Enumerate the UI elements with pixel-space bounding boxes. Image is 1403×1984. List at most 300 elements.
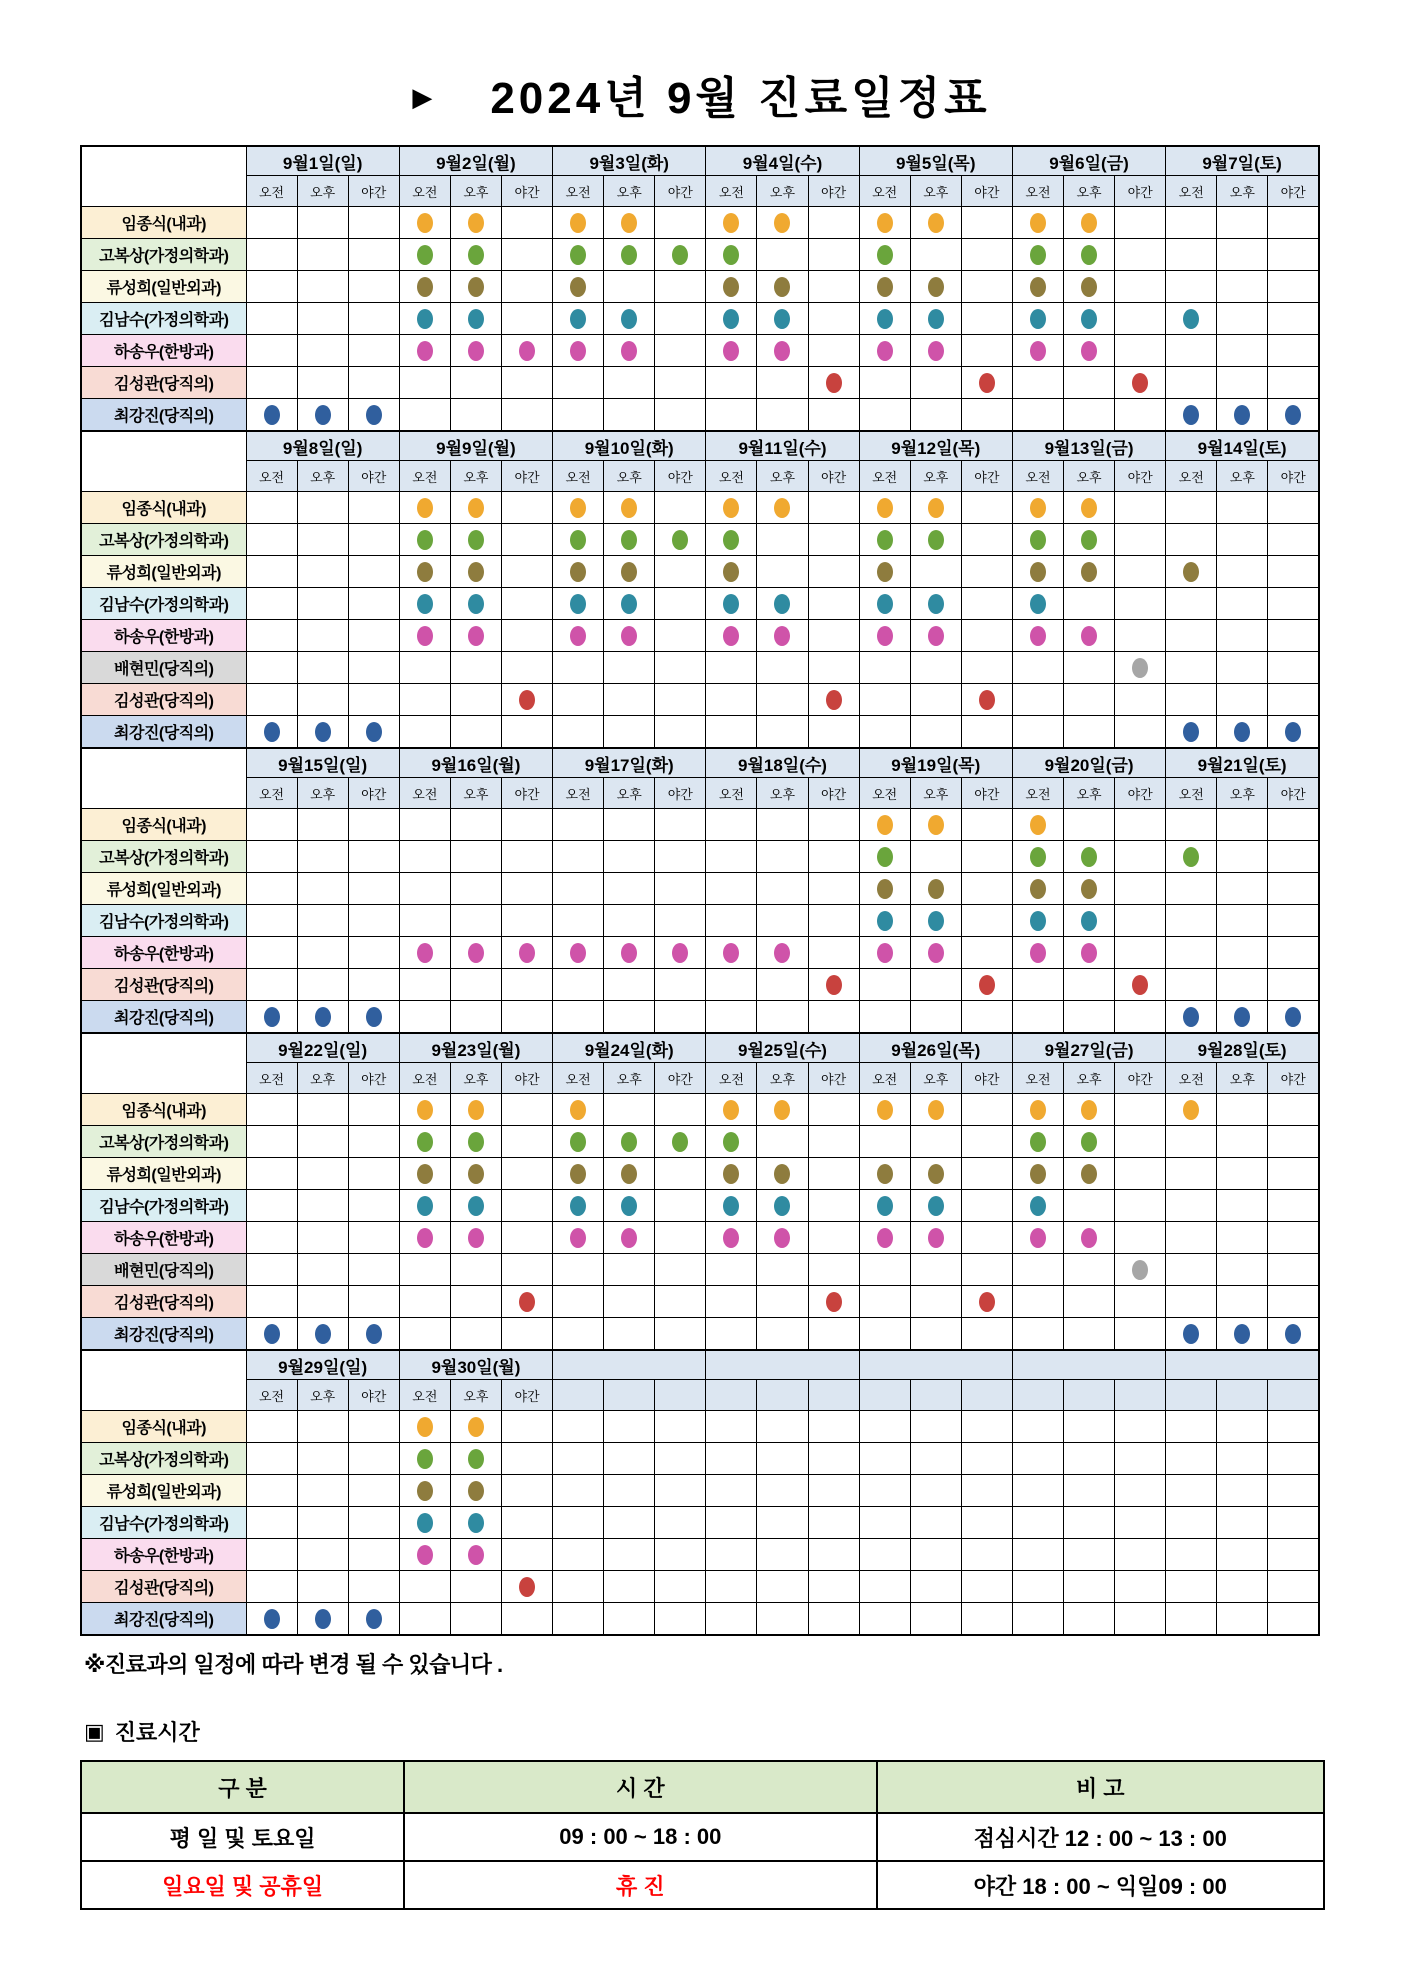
schedule-cell (1115, 271, 1166, 303)
session-header: 오후 (1064, 176, 1115, 207)
schedule-cell (297, 652, 348, 684)
schedule-cell (450, 207, 501, 239)
availability-dot (1081, 911, 1097, 931)
doctor-label: 류성희(일반외과) (81, 1475, 246, 1507)
availability-dot (417, 1513, 433, 1533)
schedule-cell (961, 1286, 1012, 1318)
session-header: 오전 (399, 1380, 450, 1411)
session-header (1268, 1380, 1319, 1411)
session-header: 야간 (808, 778, 859, 809)
session-header: 야간 (348, 778, 399, 809)
schedule-cell (1012, 367, 1063, 399)
availability-dot (877, 309, 893, 329)
schedule-cell (655, 492, 706, 524)
schedule-cell (859, 1094, 910, 1126)
schedule-cell (348, 367, 399, 399)
schedule-cell (348, 1094, 399, 1126)
availability-dot (928, 498, 944, 518)
schedule-cell (1166, 1475, 1217, 1507)
hours-row-weekday (81, 1813, 1324, 1861)
schedule-cell (655, 841, 706, 873)
schedule-cell (1166, 1318, 1217, 1351)
availability-dot (264, 1609, 280, 1629)
session-header: 야간 (501, 1380, 552, 1411)
schedule-cell (246, 524, 297, 556)
doctor-label: 하송우(한방과) (81, 937, 246, 969)
schedule-cell (553, 1126, 604, 1158)
session-header (1166, 1380, 1217, 1411)
availability-dot (774, 309, 790, 329)
availability-dot (928, 1100, 944, 1120)
session-header: 야간 (1268, 461, 1319, 492)
schedule-cell (1166, 367, 1217, 399)
schedule-cell (706, 809, 757, 841)
schedule-cell (961, 1254, 1012, 1286)
schedule-cell (655, 684, 706, 716)
session-header (1115, 1380, 1166, 1411)
availability-dot (723, 530, 739, 550)
schedule-cell (501, 1411, 552, 1443)
doctor-row (81, 684, 1319, 716)
schedule-cell (808, 1222, 859, 1254)
schedule-cell (910, 1286, 961, 1318)
schedule-cell (910, 1539, 961, 1571)
schedule-table (80, 145, 1320, 1636)
availability-dot (1030, 847, 1046, 867)
schedule-cell (706, 716, 757, 749)
availability-dot (723, 626, 739, 646)
schedule-cell (757, 620, 808, 652)
schedule-cell (757, 1126, 808, 1158)
doctor-label: 하송우(한방과) (81, 335, 246, 367)
session-header: 야간 (348, 461, 399, 492)
schedule-cell (1268, 556, 1319, 588)
schedule-cell (757, 367, 808, 399)
schedule-cell (1115, 620, 1166, 652)
session-header: 야간 (961, 176, 1012, 207)
schedule-cell (604, 1318, 655, 1351)
schedule-cell (859, 1190, 910, 1222)
session-header: 오전 (1166, 778, 1217, 809)
availability-dot (1030, 815, 1046, 835)
schedule-cell (297, 588, 348, 620)
schedule-cell (246, 271, 297, 303)
schedule-cell (604, 684, 655, 716)
schedule-cell (1166, 1126, 1217, 1158)
schedule-cell (553, 399, 604, 432)
doctor-label: 임종식(내과) (81, 809, 246, 841)
doctor-label: 고복상(가정의학과) (81, 1443, 246, 1475)
schedule-cell (1268, 684, 1319, 716)
schedule-cell (961, 620, 1012, 652)
schedule-cell (808, 271, 859, 303)
schedule-cell (808, 809, 859, 841)
schedule-cell (859, 873, 910, 905)
schedule-cell (808, 841, 859, 873)
schedule-cell (604, 1222, 655, 1254)
schedule-cell (859, 809, 910, 841)
schedule-cell (1166, 841, 1217, 873)
schedule-cell (297, 524, 348, 556)
availability-dot (1081, 309, 1097, 329)
availability-dot (570, 626, 586, 646)
week-date-row (81, 431, 1319, 461)
availability-dot (468, 1545, 484, 1565)
schedule-cell (1268, 841, 1319, 873)
schedule-cell (961, 1094, 1012, 1126)
schedule-cell (399, 1603, 450, 1636)
schedule-cell (501, 1603, 552, 1636)
schedule-cell (961, 207, 1012, 239)
date-header: 9월19일(목) (859, 748, 1012, 778)
schedule-cell (1166, 1571, 1217, 1603)
schedule-cell (501, 1158, 552, 1190)
schedule-cell (1268, 873, 1319, 905)
session-header: 야간 (1115, 176, 1166, 207)
schedule-cell (910, 1001, 961, 1034)
session-header: 야간 (501, 1063, 552, 1094)
schedule-cell (246, 588, 297, 620)
schedule-cell (604, 1507, 655, 1539)
schedule-cell (1115, 969, 1166, 1001)
schedule-cell (859, 1571, 910, 1603)
date-header: 9월9일(월) (399, 431, 552, 461)
availability-dot (723, 562, 739, 582)
schedule-cell (961, 303, 1012, 335)
schedule-cell (1012, 1254, 1063, 1286)
session-header: 오후 (1217, 461, 1268, 492)
date-header: 9월11일(수) (706, 431, 859, 461)
schedule-cell (1217, 684, 1268, 716)
schedule-cell (961, 239, 1012, 271)
schedule-cell (1268, 1475, 1319, 1507)
schedule-cell (1166, 1443, 1217, 1475)
schedule-cell (348, 1254, 399, 1286)
session-header: 오후 (910, 176, 961, 207)
availability-dot (877, 879, 893, 899)
schedule-cell (1268, 716, 1319, 749)
schedule-cell (1268, 1126, 1319, 1158)
schedule-cell (348, 1286, 399, 1318)
availability-dot (928, 309, 944, 329)
schedule-cell (604, 1126, 655, 1158)
availability-dot (928, 879, 944, 899)
schedule-cell (1217, 1254, 1268, 1286)
schedule-cell (1115, 335, 1166, 367)
schedule-cell (1115, 1126, 1166, 1158)
availability-dot (468, 1417, 484, 1437)
schedule-cell (655, 1001, 706, 1034)
schedule-cell (859, 207, 910, 239)
doctor-label: 김남수(가정의학과) (81, 303, 246, 335)
schedule-cell (910, 937, 961, 969)
schedule-cell (450, 1126, 501, 1158)
schedule-cell (297, 556, 348, 588)
schedule-cell (1166, 239, 1217, 271)
schedule-cell (706, 1443, 757, 1475)
session-header: 오후 (757, 1063, 808, 1094)
availability-dot (723, 1196, 739, 1216)
schedule-cell (1217, 1571, 1268, 1603)
schedule-cell (757, 1094, 808, 1126)
schedule-cell (246, 1571, 297, 1603)
availability-dot (468, 943, 484, 963)
date-header: 9월2일(월) (399, 146, 552, 176)
schedule-cell (706, 207, 757, 239)
session-header: 오전 (706, 1063, 757, 1094)
schedule-cell (1217, 873, 1268, 905)
schedule-cell (604, 367, 655, 399)
availability-dot (877, 911, 893, 931)
date-header: 9월30일(월) (399, 1350, 552, 1380)
availability-dot (1183, 405, 1199, 425)
schedule-cell (348, 1190, 399, 1222)
schedule-cell (450, 492, 501, 524)
schedule-cell (910, 1443, 961, 1475)
schedule-cell (348, 1001, 399, 1034)
schedule-cell (706, 1603, 757, 1636)
schedule-cell (910, 303, 961, 335)
availability-dot (1081, 847, 1097, 867)
availability-dot (519, 690, 535, 710)
schedule-cell (859, 367, 910, 399)
doctor-label: 최강진(당직의) (81, 399, 246, 432)
schedule-cell (1064, 367, 1115, 399)
schedule-cell (961, 1443, 1012, 1475)
schedule-cell (399, 1286, 450, 1318)
schedule-cell (501, 367, 552, 399)
schedule-cell (1064, 1443, 1115, 1475)
schedule-cell (604, 1539, 655, 1571)
schedule-cell (961, 492, 1012, 524)
schedule-cell (757, 1603, 808, 1636)
availability-dot (1183, 1324, 1199, 1344)
schedule-cell (450, 1507, 501, 1539)
schedule-cell (604, 716, 655, 749)
schedule-cell (553, 620, 604, 652)
schedule-cell (553, 367, 604, 399)
session-header: 오후 (757, 176, 808, 207)
session-header: 야간 (1268, 1063, 1319, 1094)
week-date-row (81, 1350, 1319, 1380)
session-header-row (81, 176, 1319, 207)
schedule-cell (348, 1507, 399, 1539)
schedule-cell (1012, 588, 1063, 620)
schedule-cell (399, 399, 450, 432)
schedule-cell (859, 271, 910, 303)
schedule-cell (246, 1158, 297, 1190)
availability-dot (1030, 245, 1046, 265)
schedule-cell (808, 1443, 859, 1475)
schedule-cell (859, 969, 910, 1001)
schedule-cell (553, 684, 604, 716)
schedule-cell (450, 1190, 501, 1222)
schedule-cell (1064, 1001, 1115, 1034)
doctor-row (81, 271, 1319, 303)
schedule-cell (1012, 873, 1063, 905)
schedule-cell (1268, 1603, 1319, 1636)
schedule-cell (910, 271, 961, 303)
schedule-cell (706, 1571, 757, 1603)
schedule-cell (1166, 399, 1217, 432)
schedule-cell (1064, 399, 1115, 432)
schedule-cell (399, 303, 450, 335)
availability-dot (621, 1196, 637, 1216)
availability-dot (928, 1164, 944, 1184)
schedule-cell (450, 684, 501, 716)
availability-dot (264, 722, 280, 742)
schedule-cell (757, 841, 808, 873)
schedule-cell (961, 809, 1012, 841)
schedule-cell (1268, 1443, 1319, 1475)
availability-dot (570, 309, 586, 329)
schedule-cell (859, 588, 910, 620)
session-header: 오전 (1012, 1063, 1063, 1094)
availability-dot (1081, 530, 1097, 550)
availability-dot (877, 213, 893, 233)
schedule-cell (246, 1318, 297, 1351)
schedule-cell (1012, 1475, 1063, 1507)
schedule-cell (604, 969, 655, 1001)
schedule-cell (655, 1571, 706, 1603)
doctor-label: 최강진(당직의) (81, 1318, 246, 1351)
schedule-cell (859, 1286, 910, 1318)
schedule-cell (1115, 303, 1166, 335)
hours-header-sigan: 시 간 (404, 1761, 876, 1813)
schedule-cell (348, 399, 399, 432)
hours-header-gubun: 구 분 (81, 1761, 404, 1813)
availability-dot (468, 594, 484, 614)
schedule-cell (553, 716, 604, 749)
availability-dot (417, 1417, 433, 1437)
schedule-cell (655, 1286, 706, 1318)
session-header: 오전 (246, 1063, 297, 1094)
availability-dot (1081, 1132, 1097, 1152)
availability-dot (1132, 1260, 1148, 1280)
schedule-cell (1115, 905, 1166, 937)
schedule-cell (655, 303, 706, 335)
schedule-cell (1268, 809, 1319, 841)
schedule-cell (399, 905, 450, 937)
schedule-cell (297, 492, 348, 524)
schedule-cell (604, 1443, 655, 1475)
schedule-cell (1064, 809, 1115, 841)
schedule-cell (1115, 399, 1166, 432)
schedule-cell (961, 1126, 1012, 1158)
schedule-cell (246, 1443, 297, 1475)
availability-dot (979, 690, 995, 710)
schedule-cell (501, 684, 552, 716)
schedule-cell (757, 1539, 808, 1571)
availability-dot (417, 498, 433, 518)
availability-dot (417, 1132, 433, 1152)
session-header: 오후 (757, 461, 808, 492)
schedule-cell (859, 303, 910, 335)
availability-dot (570, 1228, 586, 1248)
schedule-cell (961, 399, 1012, 432)
schedule-cell (1217, 716, 1268, 749)
schedule-cell (1166, 1603, 1217, 1636)
schedule-cell (1166, 1190, 1217, 1222)
schedule-cell (450, 873, 501, 905)
schedule-cell (399, 207, 450, 239)
schedule-cell (859, 1318, 910, 1351)
schedule-cell (1064, 556, 1115, 588)
schedule-cell (910, 1571, 961, 1603)
schedule-cell (1064, 969, 1115, 1001)
schedule-cell (961, 841, 1012, 873)
schedule-cell (808, 524, 859, 556)
schedule-cell (1268, 1254, 1319, 1286)
session-header: 오후 (1217, 1063, 1268, 1094)
schedule-cell (1064, 1190, 1115, 1222)
doctor-row (81, 905, 1319, 937)
schedule-cell (450, 905, 501, 937)
schedule-cell (1064, 684, 1115, 716)
schedule-cell (1064, 873, 1115, 905)
schedule-cell (1115, 1222, 1166, 1254)
availability-dot (774, 1228, 790, 1248)
schedule-cell (553, 1222, 604, 1254)
schedule-cell (1012, 684, 1063, 716)
schedule-cell (246, 809, 297, 841)
availability-dot (1081, 562, 1097, 582)
schedule-cell (297, 1222, 348, 1254)
session-header: 야간 (1115, 778, 1166, 809)
schedule-cell (553, 524, 604, 556)
schedule-cell (1166, 873, 1217, 905)
date-header: 9월24일(화) (553, 1033, 706, 1063)
schedule-cell (1064, 303, 1115, 335)
schedule-cell (655, 652, 706, 684)
date-header: 9월21일(토) (1166, 748, 1319, 778)
schedule-cell (1166, 1158, 1217, 1190)
doctor-label: 최강진(당직의) (81, 1001, 246, 1034)
date-header: 9월5일(목) (859, 146, 1012, 176)
schedule-cell (604, 937, 655, 969)
schedule-cell (604, 809, 655, 841)
availability-dot (928, 815, 944, 835)
availability-dot (1030, 911, 1046, 931)
schedule-cell (348, 969, 399, 1001)
availability-dot (621, 1132, 637, 1152)
schedule-cell (246, 1286, 297, 1318)
schedule-cell (399, 556, 450, 588)
schedule-cell (961, 588, 1012, 620)
schedule-cell (910, 1603, 961, 1636)
hours-weekday-note: 점심시간 12 : 00 ~ 13 : 00 (877, 1813, 1325, 1861)
availability-dot (570, 1196, 586, 1216)
schedule-cell (757, 873, 808, 905)
schedule-cell (1217, 1001, 1268, 1034)
schedule-cell (399, 1001, 450, 1034)
schedule-cell (655, 335, 706, 367)
schedule-cell (808, 684, 859, 716)
session-header: 야간 (1115, 1063, 1166, 1094)
doctor-label: 고복상(가정의학과) (81, 239, 246, 271)
availability-dot (774, 943, 790, 963)
availability-dot (1081, 879, 1097, 899)
doctor-label: 고복상(가정의학과) (81, 841, 246, 873)
schedule-cell (1268, 1286, 1319, 1318)
schedule-cell (1064, 1094, 1115, 1126)
schedule-cell (297, 1571, 348, 1603)
availability-dot (417, 943, 433, 963)
schedule-cell (348, 335, 399, 367)
schedule-cell (961, 969, 1012, 1001)
schedule-cell (1115, 207, 1166, 239)
schedule-cell (1217, 1539, 1268, 1571)
